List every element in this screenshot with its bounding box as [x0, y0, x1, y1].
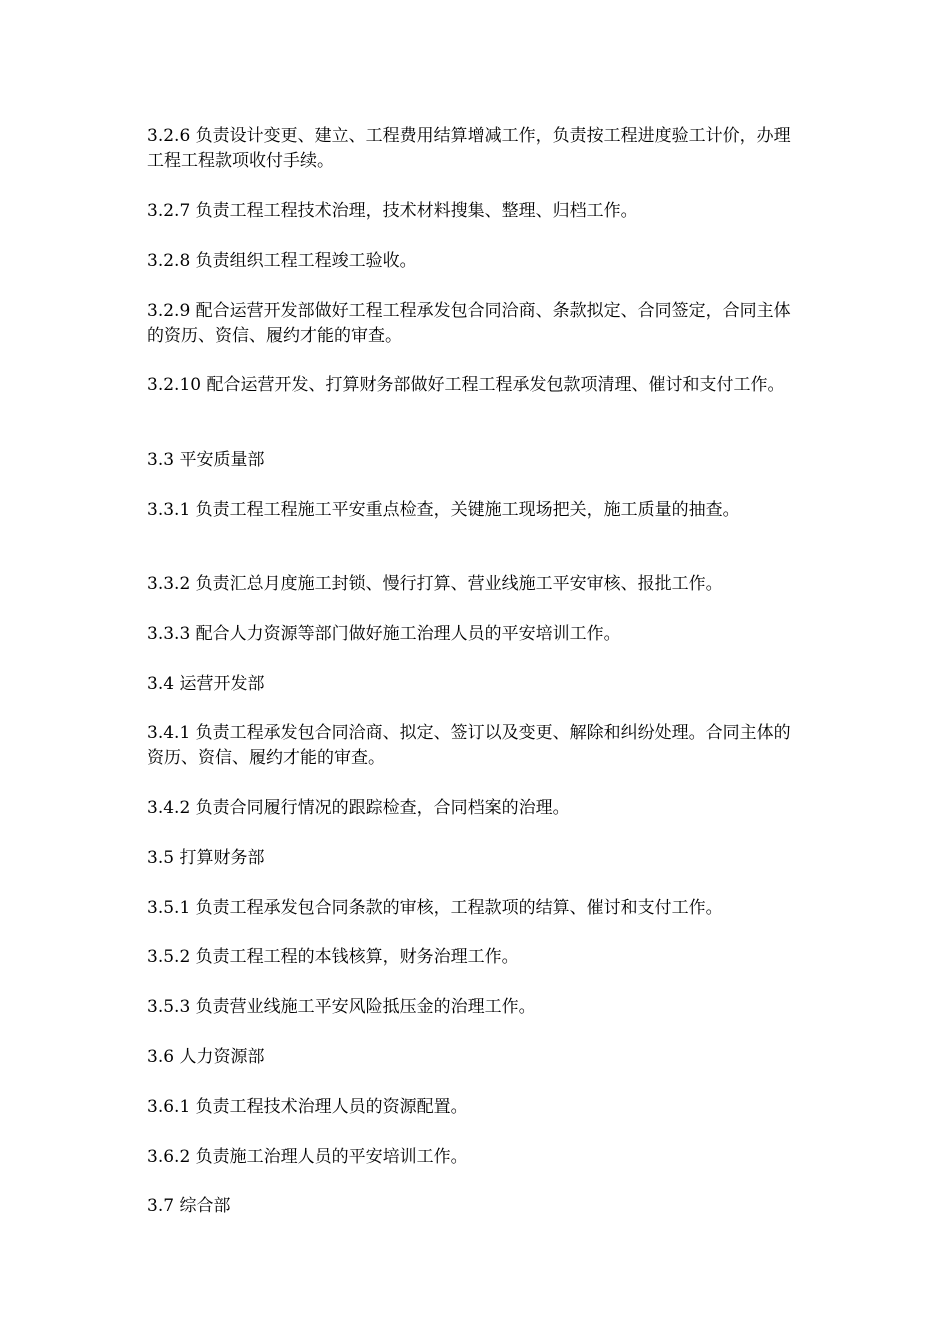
paragraph-3-6-2: 3.6.2 负责施工治理人员的平安培训工作。 [147, 1147, 468, 1167]
paragraph-3-5-3: 3.5.3 负责营业线施工平安风险抵压金的治理工作。 [147, 997, 536, 1017]
paragraph-3-4-1: 3.4.1 负责工程承发包合同洽商、拟定、签订以及变更、解除和纠纷处理。合同主体的资历、资信、履约才能的审查。 [147, 723, 791, 768]
paragraph-3-2-8: 3.2.8 负责组织工程工程竣工验收。 [147, 251, 417, 271]
paragraph-3-2-6: 3.2.6 负责设计变更、建立、工程费用结算增减工作，负责按工程进度验工计价，办理工程工程款项收付手续。 [147, 126, 791, 171]
paragraph-3-6-1: 3.6.1 负责工程技术治理人员的资源配置。 [147, 1097, 468, 1117]
heading-3-3: 3.3 平安质量部 [147, 450, 265, 470]
paragraph-3-3-1: 3.3.1 负责工程工程施工平安重点检查，关键施工现场把关，施工质量的抽查。 [147, 500, 740, 520]
heading-3-4: 3.4 运营开发部 [147, 674, 265, 694]
paragraph-3-5-2: 3.5.2 负责工程工程的本钱核算，财务治理工作。 [147, 947, 519, 967]
paragraph-3-5-1: 3.5.1 负责工程承发包合同条款的审核，工程款项的结算、催讨和支付工作。 [147, 898, 723, 918]
paragraph-3-3-3: 3.3.3 配合人力资源等部门做好施工治理人员的平安培训工作。 [147, 624, 621, 644]
paragraph-3-2-10: 3.2.10 配合运营开发、打算财务部做好工程工程承发包款项清理、催讨和支付工作。 [147, 375, 785, 395]
heading-3-5: 3.5 打算财务部 [147, 848, 265, 868]
paragraph-3-3-2: 3.3.2 负责汇总月度施工封锁、慢行打算、营业线施工平安审核、报批工作。 [147, 574, 723, 594]
paragraph-3-2-7: 3.2.7 负责工程工程技术治理，技术材料搜集、整理、归档工作。 [147, 201, 638, 221]
heading-3-7: 3.7 综合部 [147, 1196, 231, 1216]
heading-3-6: 3.6 人力资源部 [147, 1047, 265, 1067]
paragraph-3-2-9: 3.2.9 配合运营开发部做好工程工程承发包合同洽商、条款拟定、合同签定，合同主体的资历、资信、履约才能的审查。 [147, 301, 791, 346]
paragraph-3-4-2: 3.4.2 负责合同履行情况的跟踪检查，合同档案的治理。 [147, 798, 570, 818]
